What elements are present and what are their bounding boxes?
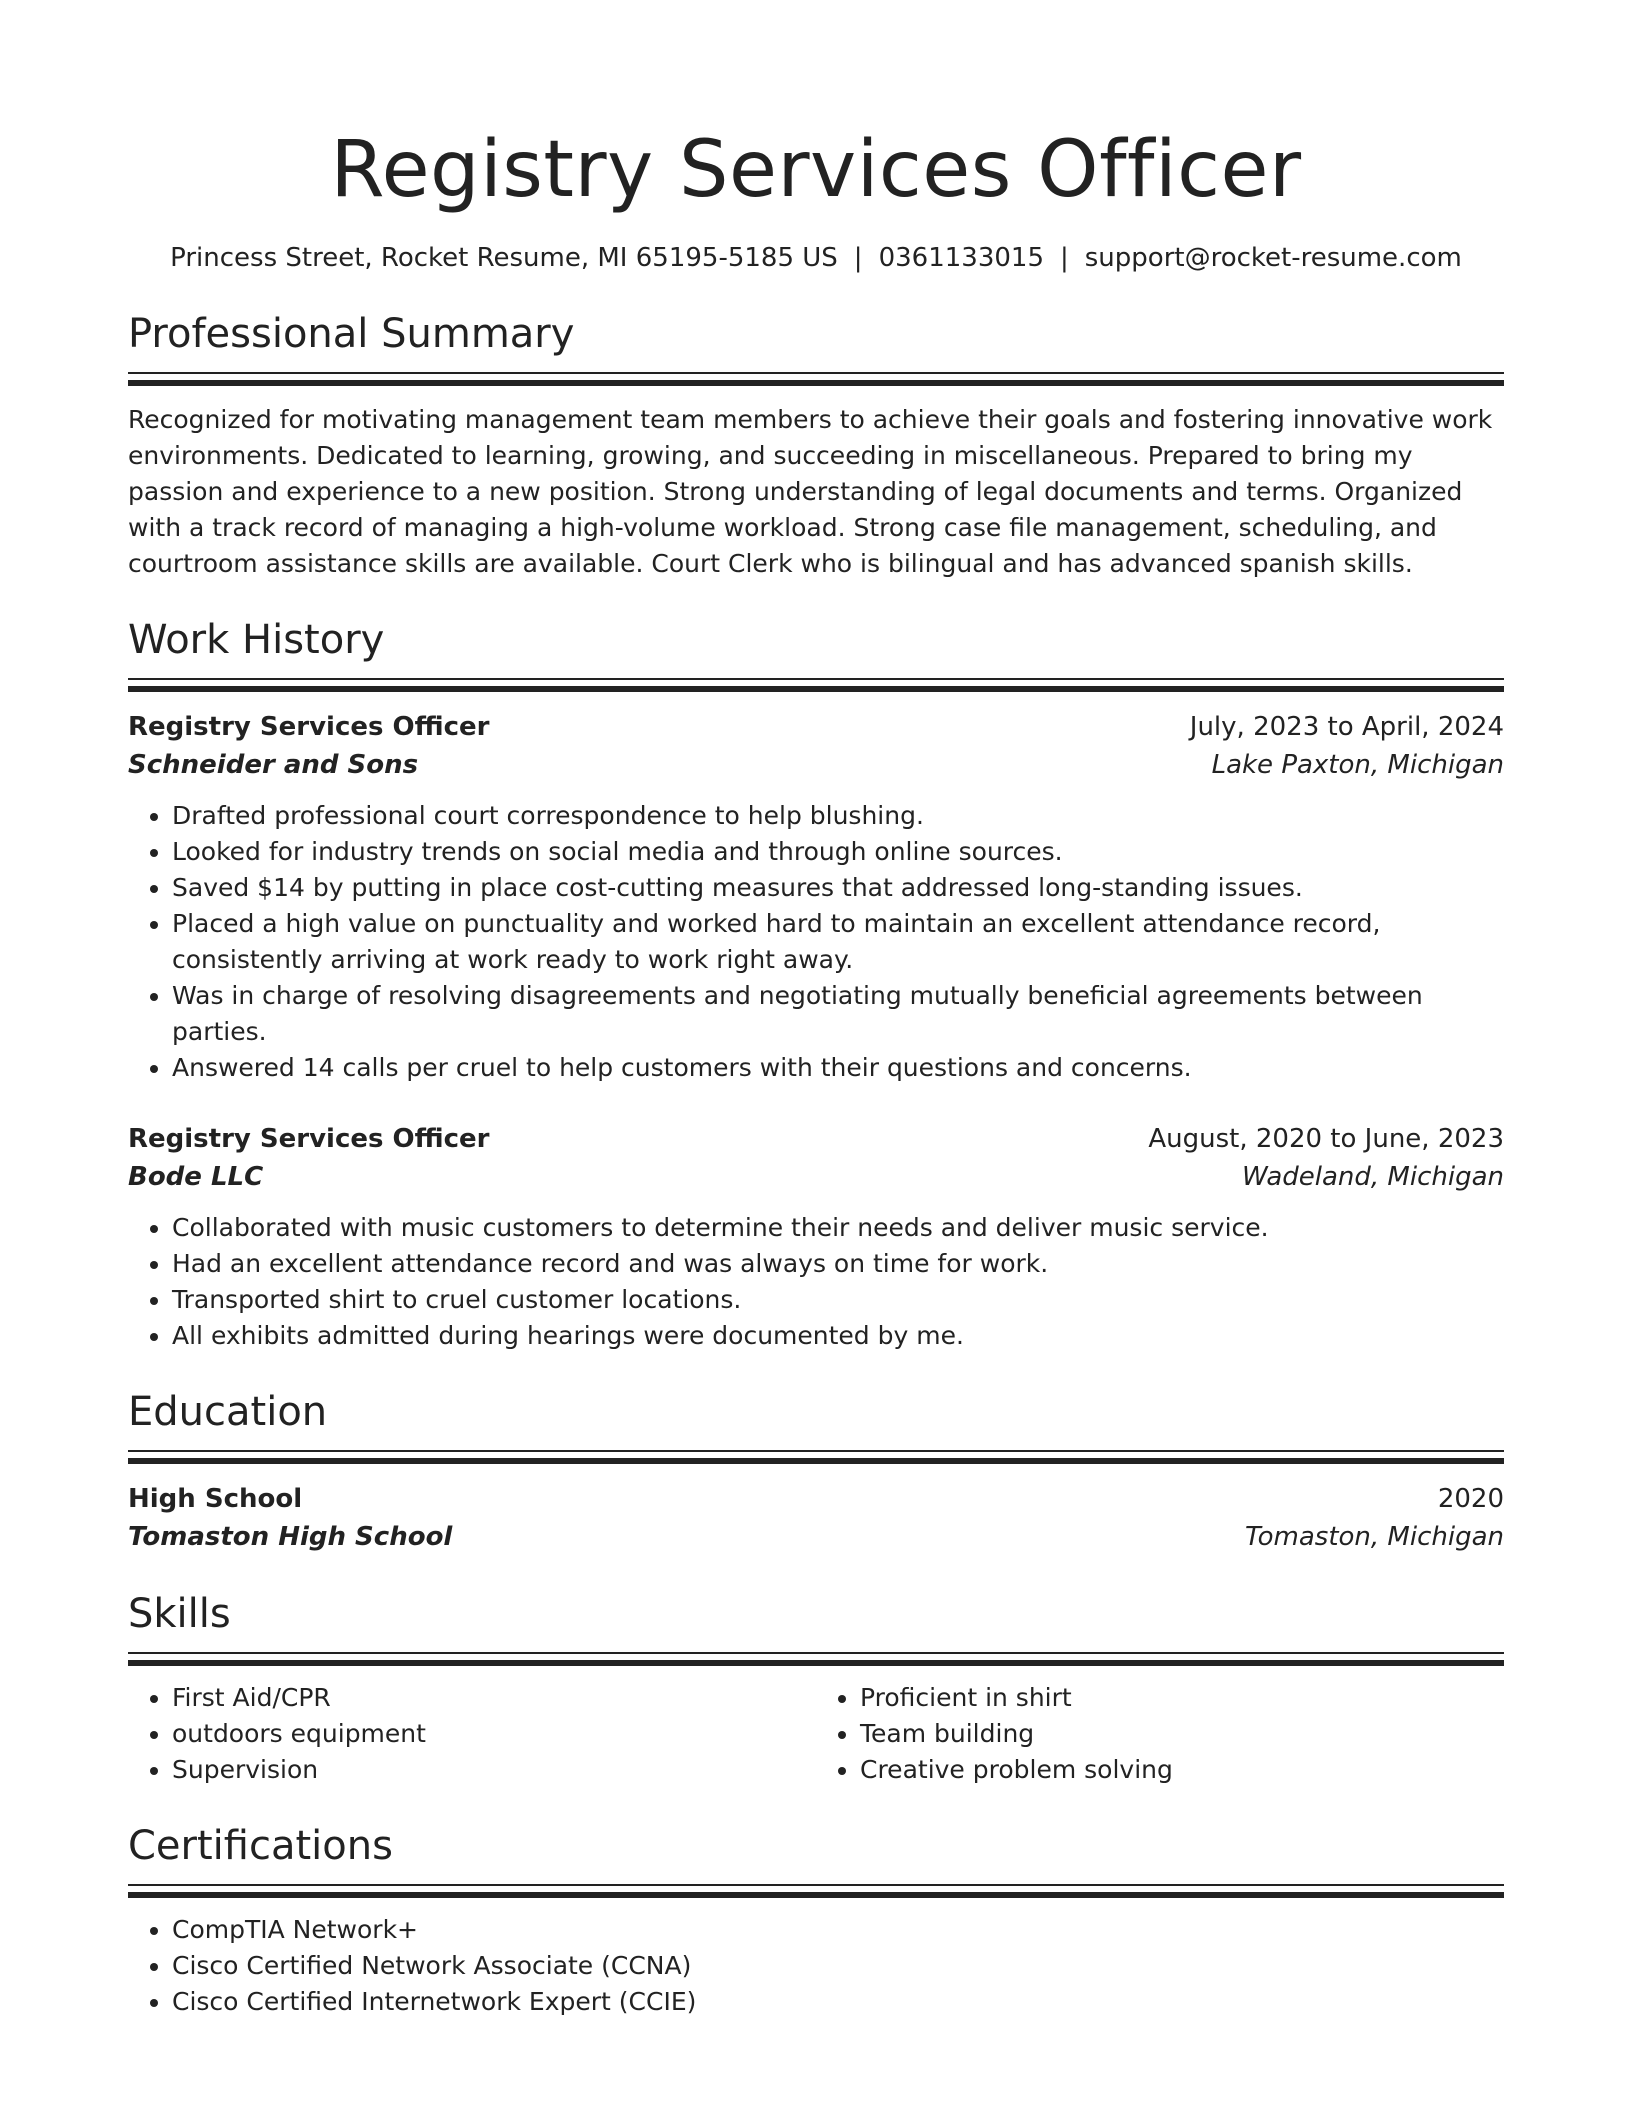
job-bullets xyxy=(128,1210,1504,1354)
contact-separator: | xyxy=(1059,243,1069,273)
candidate-name: Registry Services Officer xyxy=(330,125,1302,215)
skills-list-right xyxy=(816,1680,1504,1788)
job-header xyxy=(128,1120,1504,1158)
education-subheader xyxy=(128,1518,1504,1556)
job-entry xyxy=(128,1120,1504,1354)
school-name: Tomaston High School xyxy=(128,1522,453,1552)
summary-text: Recognized for motivating management team members to achieve their goals and fostering innovative work environments. Dedicated to learning, growing, and succeeding in miscellaneous. Prepared to bring my passion and experience to a new position. Strong understanding of legal documents and terms. Organized with a track record of managing a high-volume workload. Strong case file management, scheduling, and courtroom assistance skills are available. Court Clerk who is bilingual and has advanced spanish skills. xyxy=(128,405,1493,578)
work-history-section xyxy=(128,614,1504,1354)
job-title: Registry Services Officer xyxy=(128,1124,490,1154)
skill-item: • Supervision xyxy=(172,1752,816,1788)
phone: 0361133015 xyxy=(878,243,1044,273)
job-header xyxy=(128,708,1504,746)
list-item: • Had an excellent attendance record and was always on time for work. xyxy=(172,1246,1504,1282)
skill-item: • Creative problem solving xyxy=(860,1752,1504,1788)
certifications-section xyxy=(128,1820,1504,2020)
certifications-list xyxy=(128,1912,1504,2020)
job-subheader xyxy=(128,1158,1504,1196)
degree: High School xyxy=(128,1484,303,1514)
job-dates: August, 2020 to June, 2023 xyxy=(1148,1124,1504,1154)
summary-section xyxy=(128,308,1504,582)
education-entry xyxy=(128,1480,1504,1556)
job-title: Registry Services Officer xyxy=(128,712,490,742)
address: Princess Street, Rocket Resume, MI 65195-5185 US xyxy=(170,243,838,273)
job-location: Lake Paxton, Michigan xyxy=(1211,750,1504,780)
company-name: Bode LLC xyxy=(128,1162,264,1192)
section-heading: Education xyxy=(128,1389,328,1435)
list-item: • Transported shirt to cruel customer locations. xyxy=(172,1282,1504,1318)
section-heading: Professional Summary xyxy=(128,311,575,357)
section-divider xyxy=(128,1884,1504,1898)
job-dates: July, 2023 to April, 2024 xyxy=(1189,712,1504,742)
graduation-year: 2020 xyxy=(1437,1484,1504,1514)
skills-section xyxy=(128,1588,1504,1788)
job-subheader xyxy=(128,746,1504,784)
list-item: • Looked for industry trends on social media and through online sources. xyxy=(172,834,1504,870)
skills-list-left xyxy=(128,1680,816,1788)
section-divider xyxy=(128,678,1504,692)
list-item: • Answered 14 calls per cruel to help customers with their questions and concerns. xyxy=(172,1050,1504,1086)
email: support@rocket-resume.com xyxy=(1084,243,1462,273)
section-divider xyxy=(128,372,1504,386)
skills-columns xyxy=(128,1680,1504,1788)
job-entry xyxy=(128,708,1504,1086)
company-name: Schneider and Sons xyxy=(128,750,419,780)
school-location: Tomaston, Michigan xyxy=(1244,1522,1504,1552)
list-item: • Drafted professional court correspondence to help blushing. xyxy=(172,798,1504,834)
section-divider xyxy=(128,1652,1504,1666)
contact-line xyxy=(128,240,1504,276)
list-item: • All exhibits admitted during hearings were documented by me. xyxy=(172,1318,1504,1354)
education-section xyxy=(128,1386,1504,1556)
certification-item: • Cisco Certified Internetwork Expert (CCIE) xyxy=(172,1984,1504,2020)
list-item: • Collaborated with music customers to determine their needs and deliver music service. xyxy=(172,1210,1504,1246)
list-item: • Placed a high value on punctuality and worked hard to maintain an excellent attendance record, consistently arriving at work ready to work right away. xyxy=(172,906,1504,978)
skill-item: • First Aid/CPR xyxy=(172,1680,816,1716)
section-heading: Skills xyxy=(128,1591,231,1637)
certification-item: • Cisco Certified Network Associate (CCNA) xyxy=(172,1948,1504,1984)
list-item: • Saved $14 by putting in place cost-cutting measures that addressed long-standing issues. xyxy=(172,870,1504,906)
skill-item: • outdoors equipment xyxy=(172,1716,816,1752)
section-heading: Certifications xyxy=(128,1823,393,1869)
job-location: Wadeland, Michigan xyxy=(1242,1162,1504,1192)
skill-item: • Team building xyxy=(860,1716,1504,1752)
section-divider xyxy=(128,1450,1504,1464)
skill-item: • Proficient in shirt xyxy=(860,1680,1504,1716)
certification-item: • CompTIA Network+ xyxy=(172,1912,1504,1948)
contact-separator: | xyxy=(853,243,863,273)
job-bullets xyxy=(128,798,1504,1086)
list-item: • Was in charge of resolving disagreements and negotiating mutually beneficial agreements between parties. xyxy=(172,978,1504,1050)
section-heading: Work History xyxy=(128,617,385,663)
education-header xyxy=(128,1480,1504,1518)
